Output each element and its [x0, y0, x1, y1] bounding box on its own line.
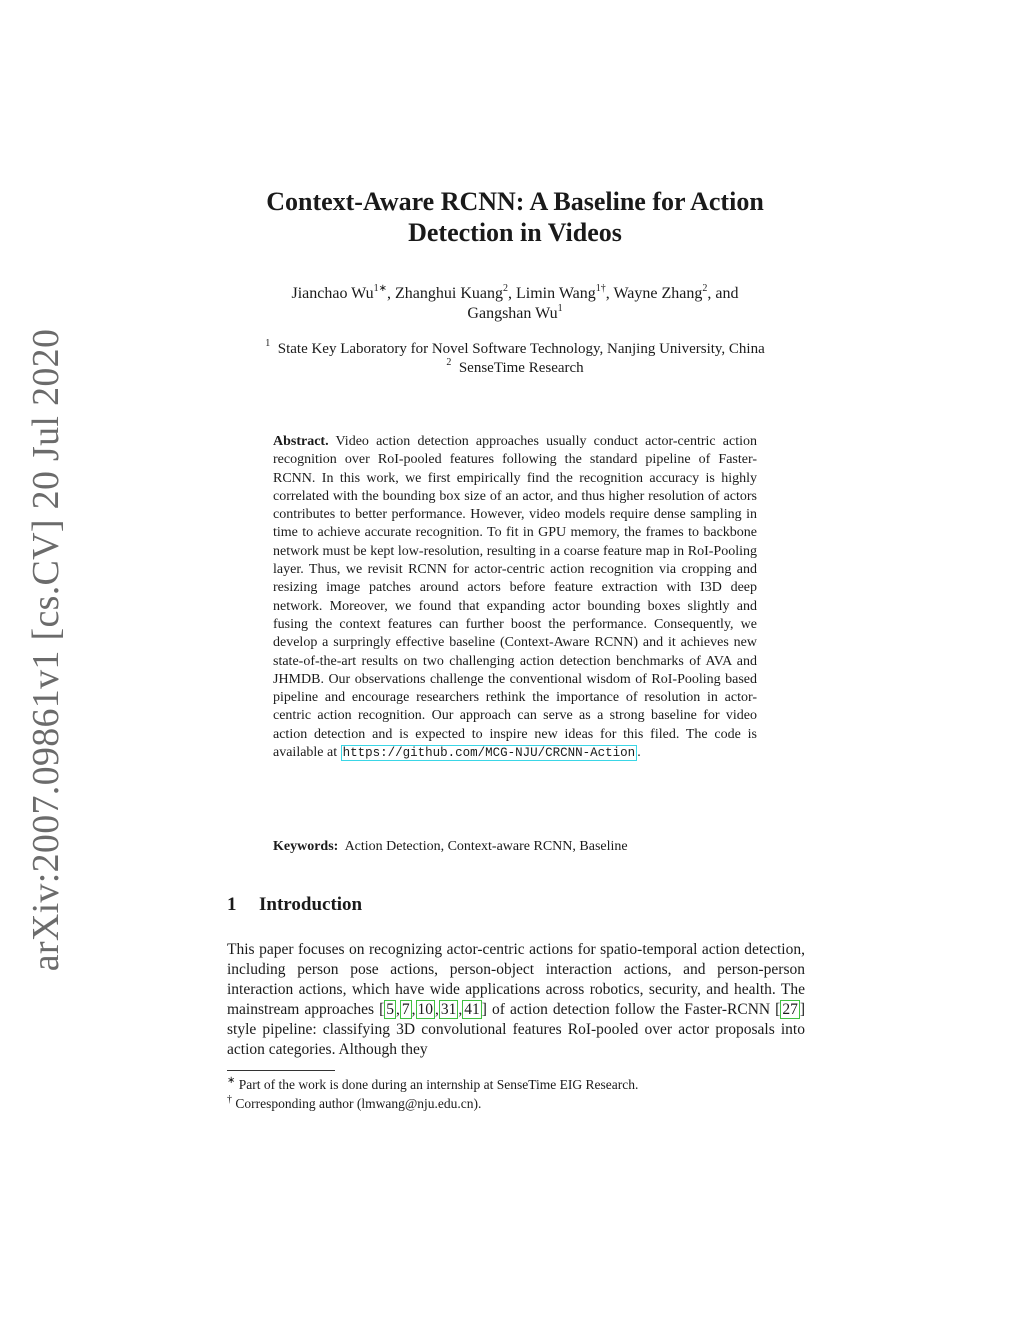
footnotes [227, 1075, 805, 1113]
footnote-mark: ∗ [227, 1074, 236, 1086]
footnote-rule [227, 1070, 335, 1071]
abstract [273, 433, 757, 762]
author-name: Jianchao Wu [291, 285, 374, 302]
footnote-2 [227, 1094, 805, 1113]
footnote-text: Part of the work is done during an internship at SenseTime EIG Research. [238, 1077, 639, 1092]
section-number: 1 [227, 894, 237, 915]
affiliation-1 [200, 340, 830, 359]
citation-link[interactable]: 31 [440, 1001, 457, 1018]
keywords-text: Action Detection, Context-aware RCNN, Baseline [344, 839, 628, 854]
citation-link[interactable]: 7 [401, 1001, 410, 1018]
paper-title [200, 186, 830, 248]
citation-link[interactable]: 5 [386, 1001, 395, 1018]
code-link[interactable]: https://github.com/MCG-NJU/CRCNN-Action [342, 746, 636, 761]
abstract-end: . [637, 745, 641, 761]
intro-paragraph: This paper focuses on recognizing actor-centric actions for spatio-temporal action detection, including person pose actions, person-object interaction actions, and person-person interaction actions, which have wide applications across robotics, security, and health. The mainstream approaches [ 5 , 7 , 10 , 31 , 41 ] of action detection follow the Faster-RCNN [ 27 ] style pipeline: classifying 3D convolutional features RoI-pooled over actor proposals into action categories. Although they [227, 941, 805, 1058]
author-sup: 1∗ [373, 282, 388, 294]
affiliation-sup: 1 [265, 338, 271, 349]
author-sup: 2 [702, 282, 708, 294]
abstract-text: Video action detection approaches usually conduct actor-centric action recognition over RoI-pooled features following the standard pipeline of Faster-RCNN. In this work, we first empirically find the recognition accuracy is highly correlated with the bounding box size of an actor, and thus higher resolution of actors contributes to better performance. However, video models require dense sampling in time to achieve accurate recognition. To fit in GPU memory, the frames to backbone network must be kept low-resolution, resulting in a coarse feature map in RoI-Pooling layer. Thus, we revisit RCNN for actor-centric action recognition via cropping and resizing image patches around actors before feature extraction with I3D deep network. Moreover, we found that expanding actor bounding boxes slightly and fusing the context features can further boost the performance. Consequently, we develop a surpringly effective baseline (Context-Aware RCNN) and it achieves new state-of-the-art results on two challenging action detection benchmarks of AVA and JHMDB. Our observations challenge the conventional wisdom of RoI-Pooling based pipeline and encourage researchers rethink the importance of resolution in actor-centric action recognition. Our approach can serve as a strong baseline for video action detection and is expected to inspire new ideas for this filed. The code is available at [273, 434, 757, 761]
affiliations [200, 340, 830, 378]
title-line-2: Detection in Videos [408, 218, 622, 247]
affiliation-2 [200, 359, 830, 378]
citation-link[interactable]: 10 [417, 1001, 434, 1018]
footnote-mark: † [227, 1093, 232, 1105]
keywords-label: Keywords: [273, 839, 339, 854]
author-name: Gangshan Wu [467, 305, 558, 322]
title-line-1: Context-Aware RCNN: A Baseline for Action [266, 187, 764, 216]
author-sup: 1† [595, 282, 606, 294]
keywords [273, 838, 757, 856]
affiliation-text: SenseTime Research [458, 360, 584, 376]
section-title: Introduction [259, 894, 363, 915]
author-name: Limin Wang [516, 285, 596, 302]
author-name: Wayne Zhang [613, 285, 703, 302]
author-name: Zhanghui Kuang [395, 285, 504, 302]
affiliation-text: State Key Laboratory for Novel Software Technology, Nanjing University, China [277, 341, 765, 357]
intro-text: ] style pipeline: classifying 3D convolutional features RoI-pooled over actor proposals into action categories. Although they [227, 1001, 805, 1058]
abstract-label: Abstract. [273, 434, 329, 449]
citation-link[interactable]: 27 [782, 1001, 798, 1018]
author-sup: 1 [557, 302, 563, 314]
arxiv-stamp: arXiv:2007.09861v1 [cs.CV] 20 Jul 2020 [25, 328, 67, 972]
affiliation-sup: 2 [446, 357, 452, 368]
footnote-1 [227, 1075, 805, 1094]
author-sup: 2 [503, 282, 509, 294]
intro-text: This paper focuses on recognizing actor-centric actions for spatio-temporal action detection, including person pose actions, person-object interaction actions, and person-person interaction actions, which have wide applications across robotics, security, and health. The mainstream approaches [ [227, 941, 805, 1018]
intro-text: ] of action detection follow the Faster-RCNN [ [481, 1001, 781, 1018]
footnote-text: Corresponding author (lmwang@nju.edu.cn). [235, 1096, 482, 1111]
citation-link[interactable]: 41 [464, 1001, 480, 1018]
author-list: Jianchao $Wu^{1∗}$, Zhanghui Kuang$^2$, Limin Wang$^{1\dagger}$, Wayne Zhang$^2$, and Gangshan Wu$^1$ [291, 282, 739, 322]
section-heading [227, 894, 362, 916]
